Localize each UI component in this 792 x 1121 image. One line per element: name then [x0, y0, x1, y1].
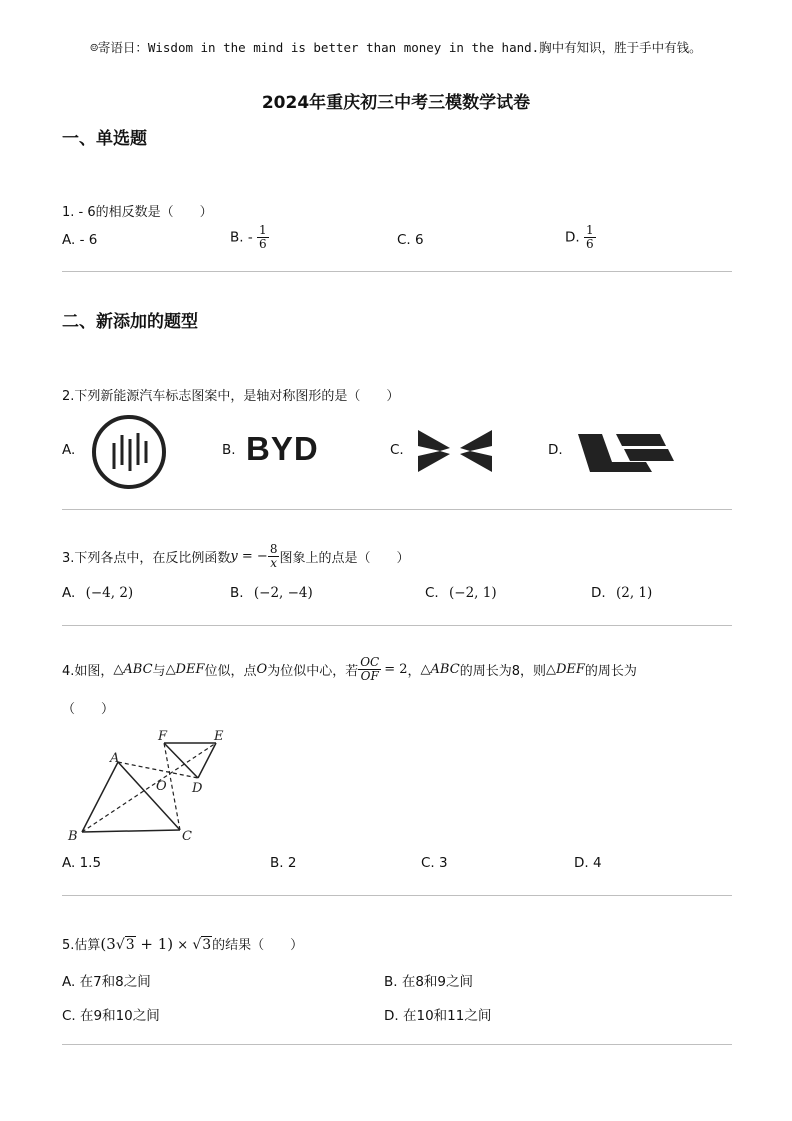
q2-option-a-logo[interactable] — [90, 413, 168, 491]
q4-option-d[interactable]: D. 4 — [574, 855, 602, 871]
q2-option-b-logo[interactable]: BYD — [246, 430, 319, 467]
q2-option-c-label[interactable]: C. — [390, 442, 404, 458]
q4-denominator: OF — [360, 669, 379, 683]
q4-stem-a: 4.如图， — [62, 664, 114, 679]
q1-option-d-label: D. — [565, 229, 580, 246]
q5-option-c[interactable]: C. 在9和10之间 — [62, 1008, 160, 1024]
q3-option-a-label: A. — [62, 585, 76, 601]
q5-radicand-2: 3 — [202, 937, 212, 953]
q3-numerator: 8 — [269, 542, 278, 556]
q4-figure — [64, 726, 234, 846]
q4-stem-c: 为位似中心，若 — [267, 664, 359, 679]
q4-label-f: F — [158, 729, 168, 744]
question-2-stem: 2.下列新能源汽车标志图案中，是轴对称图形的是（ ） — [62, 389, 400, 404]
q1-option-b-label: B. - — [230, 229, 253, 246]
divider — [62, 1044, 732, 1045]
q4-stem-yu: 与 — [152, 664, 166, 679]
page-title: 2024年重庆初三中考三模数学试卷 — [261, 93, 531, 113]
q5-radicand-1: 3 — [125, 937, 135, 953]
q4-option-b[interactable]: B. 2 — [270, 855, 297, 871]
q4-option-c[interactable]: C. 3 — [421, 855, 448, 871]
q4-triangle-abc: △ABC — [113, 662, 153, 677]
q1-b-numerator: 1 — [259, 223, 267, 237]
question-5-stem — [62, 934, 303, 953]
q3-option-c-label: C. — [425, 585, 439, 601]
question-3-stem — [62, 543, 409, 570]
q1-option-d[interactable] — [565, 224, 596, 251]
q1-option-b-fraction — [257, 224, 269, 251]
q5-option-b[interactable]: B. 在8和9之间 — [384, 974, 474, 990]
q1-d-numerator: 1 — [585, 223, 594, 237]
divider — [62, 509, 732, 510]
q4-label-o: O — [156, 779, 167, 794]
q3-option-d-label: D. — [591, 585, 606, 601]
header-motto: ☺寄语日：Wisdom in the mind is better than money in the hand.胸中有知识，胜于手中有钱。 — [90, 40, 702, 55]
q4-triangle-def-2: △DEF — [545, 662, 585, 677]
q4-label-e: E — [214, 729, 224, 744]
q3-option-a-value: (−4, 2) — [85, 585, 134, 601]
q3-stem-suffix: 图象上的点是（ ） — [279, 551, 410, 566]
q1-option-d-fraction — [584, 224, 596, 251]
q4-label-d: D — [192, 781, 203, 796]
q3-option-b[interactable] — [230, 585, 313, 601]
q3-function: y = − — [230, 549, 268, 564]
question-1-stem: 1. - 6的相反数是（ ） — [62, 205, 213, 220]
q4-label-a: A — [110, 751, 120, 766]
q5-stem-prefix: 5.估算 — [62, 938, 101, 953]
q4-option-a[interactable]: A. 1.5 — [62, 855, 102, 871]
q4-label-c: C — [182, 829, 192, 844]
q2-option-a-label[interactable]: A. — [62, 442, 76, 458]
section-heading-new-questions: 二、新添加的题型 — [62, 312, 198, 332]
q3-option-d[interactable] — [591, 585, 652, 601]
q5-times: × — [173, 938, 193, 953]
q4-label-b: B — [68, 829, 78, 844]
q3-fraction — [268, 543, 280, 570]
q3-option-c[interactable] — [425, 585, 497, 601]
q5-expr-close: + 1) — [135, 935, 174, 953]
q2-option-d-label[interactable]: D. — [548, 442, 563, 458]
q3-denominator: x — [270, 556, 278, 570]
q3-option-d-value: (2, 1) — [615, 585, 653, 601]
q1-d-denominator: 6 — [585, 237, 594, 251]
q4-ratio-fraction — [358, 656, 381, 683]
q5-expr-open: (3 — [100, 935, 116, 953]
q1-option-b[interactable] — [230, 224, 269, 251]
q5-option-a[interactable]: A. 在7和8之间 — [62, 974, 151, 990]
q3-option-b-value: (−2, −4) — [253, 585, 313, 601]
q4-stem-paren: （ ） — [62, 702, 115, 717]
divider — [62, 271, 732, 272]
q1-b-denominator: 6 — [259, 237, 267, 251]
q2-option-b-label[interactable]: B. — [222, 442, 236, 458]
q3-option-c-value: (−2, 1) — [449, 585, 497, 601]
divider — [62, 895, 732, 896]
q3-option-a[interactable] — [62, 585, 133, 601]
q4-comma: ， — [407, 664, 421, 679]
q4-point-o: O — [256, 662, 268, 677]
question-4-stem — [62, 656, 637, 683]
q5-sqrt-1: √3 — [115, 937, 135, 953]
q5-option-d[interactable]: D. 在10和11之间 — [384, 1008, 492, 1024]
q4-stem-d: 的周长为8，则 — [459, 664, 546, 679]
q5-sqrt-2: √3 — [192, 937, 212, 953]
section-heading-single-choice: 一、单选题 — [62, 129, 147, 149]
q1-option-a[interactable]: A. - 6 — [62, 232, 98, 248]
q2-option-d-logo[interactable] — [576, 432, 674, 474]
q5-stem-suffix: 的结果（ ） — [212, 938, 304, 953]
divider — [62, 625, 732, 626]
q3-option-b-label: B. — [230, 585, 244, 601]
q4-ratio-value: = 2 — [384, 662, 408, 677]
q4-numerator: OC — [360, 655, 380, 669]
q4-stem-b: 位似，点 — [204, 664, 257, 679]
q1-option-c[interactable]: C. 6 — [397, 232, 424, 248]
q3-stem-prefix: 3.下列各点中，在反比例函数 — [62, 551, 231, 566]
q4-triangle-abc-2: △ABC — [420, 662, 460, 677]
q4-triangle-def: △DEF — [165, 662, 205, 677]
q4-stem-e: 的周长为 — [584, 664, 637, 679]
q2-option-c-logo[interactable] — [416, 428, 494, 474]
